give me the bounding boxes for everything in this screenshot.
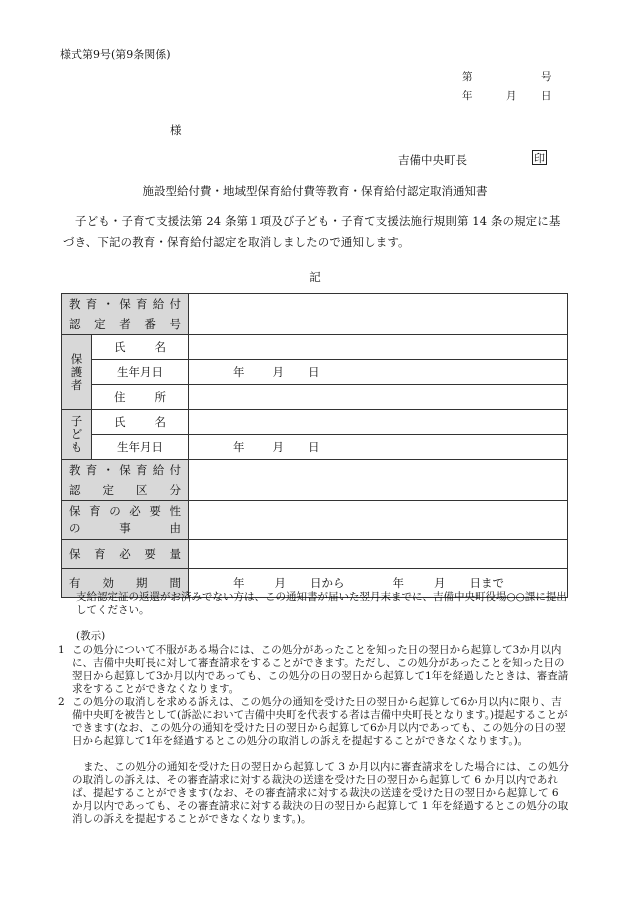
child-birth-value: 年 月 日 bbox=[189, 435, 568, 460]
table-row bbox=[62, 294, 568, 335]
category-label: 教育・保育給付 認定区分 bbox=[62, 460, 189, 501]
document-title: 施設型給付費・地域型保育給付費等教育・保育給付認定取消通知書 bbox=[142, 184, 488, 198]
table-row bbox=[62, 410, 568, 435]
table-row bbox=[62, 435, 568, 460]
cert-number-value bbox=[189, 294, 568, 335]
form-number: 様式第9号(第9条関係) bbox=[60, 48, 171, 61]
child-name-label: 氏名 bbox=[92, 410, 189, 435]
guardian-birth-value: 年 月 日 bbox=[189, 360, 568, 385]
instruction-item-1 bbox=[58, 644, 570, 696]
guardian-name-value bbox=[189, 335, 568, 360]
table-row bbox=[62, 460, 568, 501]
category-value bbox=[189, 460, 568, 501]
amount-label: 保育必要量 bbox=[62, 540, 189, 569]
guardian-name-label: 氏名 bbox=[92, 335, 189, 360]
child-birth-label: 生年月日 bbox=[92, 435, 189, 460]
table-row bbox=[62, 335, 568, 360]
cert-number-label: 教育・保育給付 認定者番号 bbox=[62, 294, 189, 335]
seal-box: 印 bbox=[534, 152, 545, 165]
child-group-label: 子 ど も bbox=[62, 410, 92, 460]
table-row bbox=[62, 360, 568, 385]
child-name-value bbox=[189, 410, 568, 435]
document-number-label: 第 bbox=[462, 71, 473, 83]
guardian-address-value bbox=[189, 385, 568, 410]
issuer-name: 吉備中央町長 bbox=[398, 153, 467, 167]
ki-heading: 記 bbox=[309, 270, 321, 284]
instruction-item-2 bbox=[58, 696, 570, 748]
return-note: 支給認定証の返還がお済みでない方は、この通知書が届いた翌月末までに、吉備中央町役場○○課に提出してください。 bbox=[76, 591, 567, 616]
table-row bbox=[62, 540, 568, 569]
issue-date-day: 日 bbox=[541, 90, 552, 102]
period-label: 有効期間 bbox=[62, 569, 189, 598]
instruction-text: この処分について不服がある場合には、この処分があったことを知った日の翌日から起算して3か月以内に、吉備中央町長に対して審査請求をすることができます。ただし、この処分があったことを知った日の翌日から起算して3か月以内であっても、この処分の日の翌日から起算して1年を経過したときは、審査請求をすることができなくなります。 bbox=[72, 644, 569, 695]
table-row bbox=[62, 501, 568, 540]
issue-date-month: 月 bbox=[506, 90, 517, 102]
instruction-text: この処分の取消しを求める訴えは、この処分の通知を受けた日の翌日から起算して6か月以内に限り、吉備中央町を被告として(訴訟において吉備中央町を代表する者は吉備中央町長となります。)提起することができます(なお、この処分の通知を受けた日の翌日から起算して6か月以内であっても、この処分の日の翌日から起算して1年を経過するとこの処分の取消しの訴えを提起することができなくなります。)。 bbox=[72, 696, 568, 747]
addressee-suffix: 様 bbox=[170, 123, 182, 137]
reason-label: 保育の必要性 の事由 bbox=[62, 501, 189, 540]
instructions-heading: (教示) bbox=[76, 630, 106, 642]
guardian-birth-label: 生年月日 bbox=[92, 360, 189, 385]
cancellation-form-table bbox=[61, 293, 568, 598]
reason-value bbox=[189, 501, 568, 540]
intro-paragraph: 子ども・子育て支援法第 24 条第１項及び子ども・子育て支援法施行規則第 14 条の規定に基づき、下記の教育・保育給付認定を取消しましたので通知します。 bbox=[63, 214, 561, 249]
instruction-extra-paragraph: また、この処分の通知を受けた日の翌日から起算して 3 か月以内に審査請求をした場合には、この処分の取消しの訴えは、その審査請求に対する裁決の送達を受けた日の翌日から起算して 6 か月以内であれば、提起することができます(なお、その審査請求に対する裁決の送達を受けた日の翌日から起算して 6 か月以内であっても、その審査請求に対する裁決の日の翌日から起算して 1 年を経過するとこの処分の取消しの訴えを提起することができなくなります。)。 bbox=[72, 761, 569, 825]
guardian-group-label: 保 護 者 bbox=[62, 335, 92, 410]
table-row bbox=[62, 385, 568, 410]
instruction-number: 1 bbox=[58, 644, 65, 656]
document-number-suffix: 号 bbox=[541, 71, 552, 83]
period-value: 年 月 日から 年 月 日まで bbox=[189, 569, 568, 598]
instruction-number: 2 bbox=[58, 696, 65, 708]
guardian-address-label: 住所 bbox=[92, 385, 189, 410]
amount-value bbox=[189, 540, 568, 569]
issue-date-year: 年 bbox=[462, 90, 473, 102]
